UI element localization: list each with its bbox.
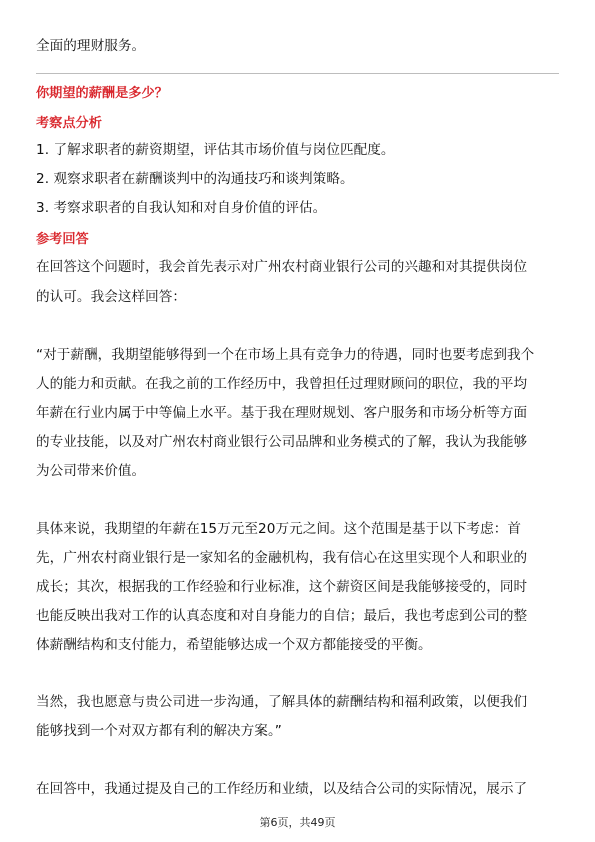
quote-paragraph-line: 也能反映出我对工作的认真态度和对自身能力的自信；最后，我也考虑到公司的整 (36, 608, 528, 624)
page-number-footer: 第6页，共49页 (259, 816, 336, 829)
quote-paragraph-line: 年薪在行业内属于中等偏上水平。基于我在理财规划、客户服务和市场分析等方面 (36, 405, 528, 421)
quote-paragraph-line: 人的能力和贡献。在我之前的工作经历中，我曾担任过理财顾问的职位，我的平均 (36, 376, 528, 392)
quote-paragraph-line: 能够找到一个对双方都有利的解决方案。” (36, 723, 282, 739)
section-divider (36, 73, 559, 74)
intro-tail-text: 全面的理财服务。 (36, 38, 146, 54)
quote-paragraph-line: “对于薪酬，我期望能够得到一个在市场上具有竞争力的待遇，同时也要考虑到我个 (36, 347, 535, 363)
quote-paragraph-line: 体薪酬结构和支付能力，希望能够达成一个双方都能接受的平衡。 (36, 637, 432, 653)
analysis-point: 3. 考察求职者的自我认知和对自身价值的评估。 (36, 200, 327, 216)
closing-line: 在回答中，我通过提及自己的工作经历和业绩，以及结合公司的实际情况，展示了 (36, 781, 528, 797)
analysis-point: 1. 了解求职者的薪资期望，评估其市场价值与岗位匹配度。 (36, 142, 395, 158)
quote-paragraph-line: 先，广州农村商业银行是一家知名的金融机构，我有信心在这里实现个人和职业的 (36, 550, 528, 566)
analysis-point: 2. 观察求职者在薪酬谈判中的沟通技巧和谈判策略。 (36, 171, 354, 187)
quote-paragraph-line: 具体来说，我期望的年薪在15万元至20万元之间。这个范围是基于以下考虑：首 (36, 521, 522, 537)
answer-opening-line: 在回答这个问题时，我会首先表示对广州农村商业银行公司的兴趣和对其提供岗位 (36, 259, 528, 275)
quote-paragraph-line: 为公司带来价值。 (36, 463, 146, 479)
quote-paragraph-line: 当然，我也愿意与贵公司进一步沟通，了解具体的薪酬结构和福利政策，以便我们 (36, 694, 528, 710)
quote-paragraph-line: 成长；其次，根据我的工作经验和行业标准，这个薪资区间是我能够接受的，同时 (36, 579, 528, 595)
analysis-heading: 考察点分析 (36, 116, 102, 131)
answer-opening-line: 的认可。我会这样回答： (36, 289, 187, 305)
question-heading: 你期望的薪酬是多少？ (36, 86, 168, 101)
quote-paragraph-line: 的专业技能，以及对广州农村商业银行公司品牌和业务模式的了解，我认为我能够 (36, 434, 528, 450)
answer-heading: 参考回答 (36, 232, 89, 247)
